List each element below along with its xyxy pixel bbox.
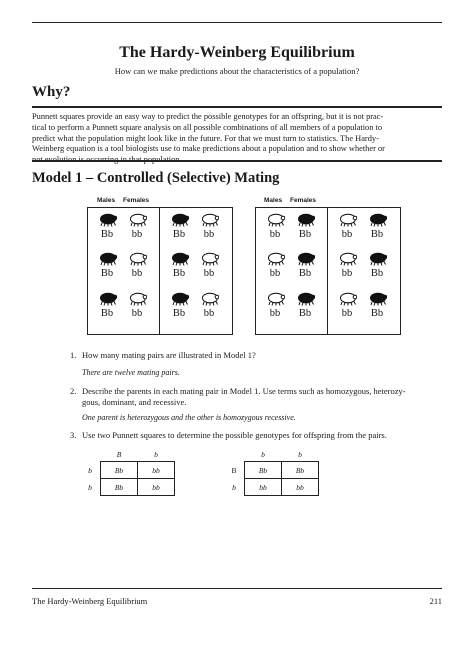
punnett-allele: B	[231, 465, 237, 475]
question-text: Describe the parents in each mating pair in Model 1. Use terms such as homozygous, heterozy-	[82, 386, 406, 396]
beetle-icon	[265, 292, 285, 306]
why-line: Weinberg equation is a tool biologists use to make predictions about a population and to show whether or	[32, 144, 385, 154]
page-number: 211	[429, 596, 442, 606]
punnett-cell: Bb	[245, 462, 282, 479]
males-label: Males	[97, 197, 116, 204]
question-answer: One parent is heterozygous and the other is homozygous recessive.	[82, 413, 296, 422]
genotype-label: bb	[203, 229, 215, 240]
beetle-icon	[97, 252, 117, 266]
females-label: Females	[290, 197, 317, 204]
beetle-icon	[199, 252, 219, 266]
beetle-icon	[295, 213, 315, 227]
beetle-icon	[199, 292, 219, 306]
beetle-icon	[169, 213, 189, 227]
panel-divider	[327, 207, 328, 335]
punnett-allele: b	[88, 482, 92, 492]
genotype-label: bb	[341, 229, 353, 240]
question-number: 3.	[70, 430, 77, 440]
genotype-label: bb	[341, 268, 353, 279]
genotype-label: Bb	[370, 229, 384, 240]
punnett-cell: Bb	[101, 479, 138, 496]
beetle-icon	[97, 292, 117, 306]
genotype-label: Bb	[172, 268, 186, 279]
why-paragraph	[32, 112, 440, 166]
genotype-label: bb	[269, 308, 281, 319]
beetle-icon	[127, 213, 147, 227]
beetle-icon	[199, 213, 219, 227]
question-text: How many mating pairs are illustrated in Model 1?	[82, 350, 256, 360]
genotype-label: bb	[269, 268, 281, 279]
beetle-icon	[295, 292, 315, 306]
punnett-allele: b	[154, 449, 158, 459]
punnett-cell: Bb	[101, 462, 138, 479]
beetle-icon	[265, 252, 285, 266]
genotype-label: Bb	[298, 308, 312, 319]
why-line: tical to perform a Punnett square analysis on all possible combinations of all members of a population to	[32, 122, 383, 132]
genotype-label: Bb	[172, 229, 186, 240]
punnett-cell: bb	[138, 479, 175, 496]
genotype-label: Bb	[100, 308, 114, 319]
genotype-label: Bb	[100, 229, 114, 240]
females-label: Females	[123, 197, 150, 204]
why-heading: Why?	[32, 84, 71, 100]
beetle-icon	[367, 213, 387, 227]
beetle-icon	[367, 292, 387, 306]
genotype-label: bb	[341, 308, 353, 319]
beetle-icon	[367, 252, 387, 266]
beetle-icon	[169, 252, 189, 266]
beetle-icon	[337, 292, 357, 306]
genotype-label: Bb	[298, 268, 312, 279]
genotype-label: bb	[131, 229, 143, 240]
punnett-square-2	[224, 447, 319, 496]
question-answer: There are twelve mating pairs.	[82, 368, 180, 377]
genotype-label: bb	[203, 308, 215, 319]
beetle-icon	[337, 213, 357, 227]
question-number: 1.	[70, 350, 77, 360]
page-subtitle: How can we make predictions about the characteristics of a population?	[114, 66, 360, 76]
why-rule-bottom	[32, 160, 442, 162]
punnett-allele: b	[232, 482, 236, 492]
footer-title: The Hardy-Weinberg Equilibrium	[32, 596, 148, 606]
model-heading: Model 1 – Controlled (Selective) Mating	[32, 170, 280, 186]
males-label: Males	[264, 197, 283, 204]
panel-divider	[159, 207, 160, 335]
punnett-allele: b	[261, 449, 265, 459]
genotype-label: bb	[269, 229, 281, 240]
top-rule	[32, 22, 442, 23]
question-number: 2.	[70, 386, 77, 396]
genotype-label: Bb	[370, 308, 384, 319]
beetle-icon	[127, 252, 147, 266]
beetle-icon	[265, 213, 285, 227]
punnett-cell: Bb	[282, 462, 319, 479]
punnett-cell: bb	[282, 479, 319, 496]
footer-rule	[32, 588, 442, 589]
punnett-allele: b	[88, 465, 92, 475]
genotype-label: Bb	[370, 268, 384, 279]
why-line: Punnett squares provide an easy way to predict the possible genotypes for an offspring, but it is not prac-	[32, 112, 384, 121]
beetle-icon	[127, 292, 147, 306]
page-title: The Hardy-Weinberg Equilibrium	[119, 44, 355, 61]
punnett-cell: bb	[138, 462, 175, 479]
punnett-allele: B	[116, 449, 122, 459]
genotype-label: bb	[131, 268, 143, 279]
question-text: Use two Punnett squares to determine the possible genotypes for offspring from the pairs.	[82, 430, 387, 440]
beetle-icon	[97, 213, 117, 227]
why-line: predict what the population might look like in the future. For that we must turn to statistics. The Hardy-	[32, 133, 379, 143]
beetle-icon	[337, 252, 357, 266]
genotype-label: Bb	[100, 268, 114, 279]
beetle-icon	[295, 252, 315, 266]
genotype-label: bb	[203, 268, 215, 279]
punnett-cell: bb	[245, 479, 282, 496]
genotype-label: Bb	[172, 308, 186, 319]
question-text: gous, dominant, and recessive.	[82, 397, 187, 407]
punnett-square-1	[80, 447, 175, 496]
why-rule-top	[32, 106, 442, 108]
genotype-label: bb	[131, 308, 143, 319]
beetle-icon	[169, 292, 189, 306]
genotype-label: Bb	[298, 229, 312, 240]
punnett-allele: b	[298, 449, 302, 459]
